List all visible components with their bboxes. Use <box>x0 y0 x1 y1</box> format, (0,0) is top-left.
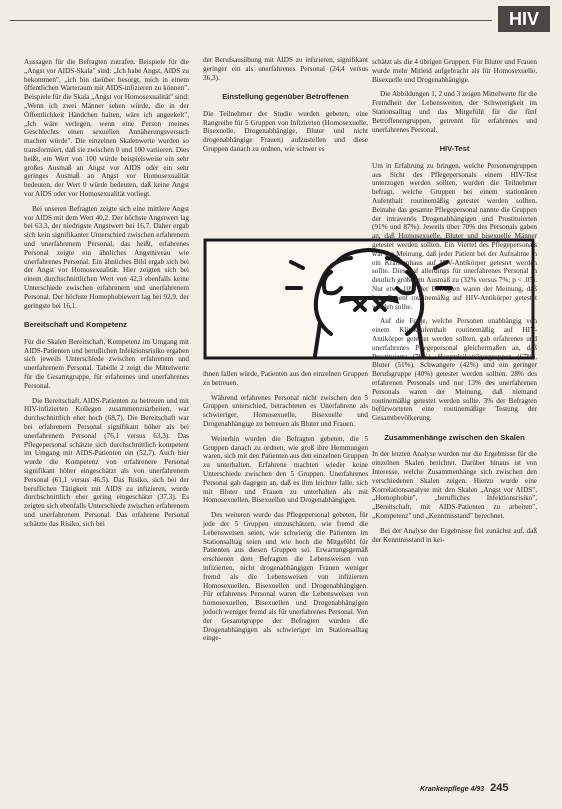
paragraph: Aussagen für die Befragten zutrafen. Beispiele für die „Angst vor AIDS-Skala" sind: „Ich habe Angst, AIDS zu bekommen", „ich bin darüber besorgt, mich in einem öffentlichen Warteraum mit AIDS-infizieren zu können". Beispiele für die Skala „Angst vor Homosexualität" sind: „Wenn ich zwei Männer sehen würde, die in der Öffentlichkeit Händchen halten, wäre ich angeekelt", „Ich wäre verlegen, wenn eine Person meines Geschlechts einen sexuellen Annäherungsversuch machen würde". Die einzelnen Skalenwerte wurden so transformiert, daß sie zwischen 0 und 100 variieren. Dies heißt, ein Wert von 100 würde beispielsweise ein sehr großes Ausmaß an Angst vor AIDS oder ein sehr geringes Ausmaß an Angst vor Homosexualität bedeuten, der Wert 0 würde bedeuten, daß keine Angst vor AIDS oder vor Homosexualität vorliegt. <box>24 58 189 198</box>
paragraph: Bei unseren Befragten zeigte sich eine mittlere Angst vor AIDS mit dem Wert 40,2. Der höchste Angstwert lag bei 63,3, der niedrigste Angstwert bei 16,7. Daher ergab sich kein signifikanter Unterschied zwischen erfahrenem und unerfahrenem Personal, das heißt, erfahrenes Personal zeigte ein ähnliches Angstniveau wie unerfahrenes Personal. Ein ähnliches Bild ergab sich bei der Angst vor Homosexualität. Hier zeigten sich bei einem durchschnittlichen Wert von 42,3 ebenfalls keine Unterschiede zwischen erfahrenem und unerfahrenem Personal. Der höchste Homophobiewert lag bei 92,9, der geringste bei 16,1. <box>24 204 189 310</box>
paragraph: Auf die Frage, welche Personen unabhängig von einem Klinikaufenthalt routinemäßig auf HIV-Antikörper getestet werden sollten, gab erfahrenes und unerfahrenes Pflegepersonal gleichermaßen an, daß Prostituierte (76%), Hauptrisikoträgergruppen (67%), Bluter (51%), Schwangere (42%) und ein geringer Berufsgruppe (40%) getestet werden sollten. 28% des erfahrenen Personals und nur 13% des unerfahrenen Personals waren der Meinung, daß niemand routinemäßig getestet werden sollte. 3% der Befragten befürworteten eine routinemäßige Testung der Gesamtbevölkerung. <box>372 317 537 423</box>
paragraph: Während erfahrenes Personal nicht zwischen den 5 Gruppen unterschied, betrachteten es Unerfahrene als schwieriger, Homosexuelle, Bisexuelle und Drogenabhängige zu betreuen als Bluter und Frauen. <box>203 393 368 428</box>
column-1 <box>24 58 189 535</box>
subheading: Zusammenhänge zwischen den Skalen <box>384 432 525 442</box>
header-rule <box>10 20 492 21</box>
paragraph: Weiterhin wurden die Befragten gebeten, die 5 Gruppen danach zu ordnen, wie groß ihre Hemmungen waren, sich mit den Patienten aus den einzelnen Gruppen zu unterhalten. Erfahrene machten wieder keine Unterschiede zwischen den 5 Gruppen. Unerfahrenes Personal gab dagegen an, daß es ihm leichter falle, sich mit Bluter und Frauen zu unterhalten als mit Homosexuellen, Bisexuellen und Drogenabhängigen. <box>203 434 368 505</box>
magazine-name: Krankenpflege 4/93 <box>420 786 485 793</box>
paragraph: Bei der Analyse der Ergebnisse fiel zunächst auf, daß der Kenntnisstand in kei- <box>372 526 537 544</box>
subheading: HIV-Test <box>439 144 470 154</box>
paragraph: Die Teilnehmer der Studie wurden gebeten, eine Rangreihe für 5 Gruppen von Infizierten (Homosexuelle, Bisexuelle, Drogenabhängige, Bluter und nicht drogenabhängige Frauen) aufzustellen und diese Gruppen danach zu ordnen, wie schwer es <box>203 109 368 154</box>
paragraph: schätzt als die 4 übrigen Gruppen. Für Bluter und Frauen wurde mehr Mitleid aufgebracht als für Homosexuelle, Bisexuelle und Drogenabhängige. <box>372 58 537 84</box>
subheading: Einstellung gegenüber Betroffenen <box>222 92 349 102</box>
column-3 <box>372 58 537 550</box>
column-2-continued <box>203 370 368 649</box>
paragraph: Die Abbildungen 1, 2 und 3 zeigen Mittelwerte für die Fremdheit der Lebensweiten, der Schwierigkeit im Stationsalltag und das Mitgefühl für die fünf Betroffenengruppen, getrennt für erfahrenes und unerfahrenes Personal. <box>372 90 537 134</box>
paragraph: Des weiteren wurde das Pflegepersonal gebeten, für jede der 5 Gruppen einzuschätzen, wie fremd die Lebensweisen seien, wie schwierig die Patienten im Stationsalltag seien und wie hoch die Mitgefühl für Patienten aus diesen Gruppen sei. Erwartungsgemäß erschienen dem Befragten die Lebensweisen von infizierten, nicht drogenabhängigen Frauen weniger fremd als die Lebensweisen von infizierten Homosexuellen, Bisexuellen und Drogenabhängigen. Für erfahrenes Personal waren die Lebensweisen von homosexuellen, Bisexuellen und Drogenabhängigen jedoch weniger fremd als für unerfahrenes Personal. Von der Gesamtgruppe der Befragten wurden die Drogenabhängigen als schwieriger im Stationsalltag einge- <box>203 511 368 643</box>
paragraph: ihnen fallen würde, Patienten aus den einzelnen Gruppen zu betreuen. <box>203 370 368 387</box>
section-tab: HIV <box>498 6 550 32</box>
paragraph: Um in Erfahrung zu bringen, welche Personengruppen aus Sicht des Pflegepersonals einem HIV-Test unterzogen werden sollten, wurden die Teilnehmer befragt, welche Gruppen bei einem stationären Aufenthalt routinemäßig getestet werden sollten. Beinahe das gesamte Pflegepersonal nannte die Gruppen der intravenös Drogenabhängigen und Prostituierten (91% und 87%). Jeweils über 70% des Personals gaben an, daß Homosexuelle, Bluter und bisexuelle Männer getestet werden sollten. Ein Viertel des Pflegepersonals war der Meinung, daß jeder Patient bei der Aufnahme in ein Krankenhaus auf HIV-Antikörper getestet werden sollte. Dies traf allerdings für unerfahrenes Personal in deutlich größerem Ausmaß zu (32% versus 7%; p < .05). Nur etwa 10% der Befragten waren der Meinung, daß kein Patient routinemäßig auf HIV-Antikörper getestet werden sollte. <box>372 161 537 311</box>
column-2 <box>203 56 368 160</box>
subheading: Bereitschaft und Kompetenz <box>24 320 127 330</box>
page-footer <box>420 782 540 794</box>
paragraph: In der letzten Analyse wurden nur die Ergebnisse für die einzelnen Skalen berichtet. Darüber hinaus ist von Interesse, welche Zusammenhänge sich zwischen den verschiedenen Skalen zeigen. Hierzu wurde eine Korrelationsanalyse mit den Skalen „Angst vor AIDS", „Homophobie", „berufliches Infektionsrisiko", „Bereitschaft, mit AIDS-Patienten zu arbeiten", „Kompetenz" und „Kenntnisstand" berechnet. <box>372 450 537 521</box>
paragraph: Für die Skalen Bereitschaft, Kompetenz im Umgang mit AIDS-Patienten und beruflichen Infektionsrisiko ergaben sich jeweils Unterschiede zwischen erfahrenem und unerfahrenem Personal. Tabelle 2 zeigt die Mittelwerte für die Gesamtgruppe, für erfahrenes und unerfahrenes Personal. <box>24 337 189 390</box>
paragraph: Die Bereitschaft, AIDS-Patienten zu betreuen und mit HIV-infizierten Kollegen zusammenzuarbeiten, war durchschnittlich eher hoch (68,7). Die Bereitschaft war bei erfahrenem Personal signifikant höher als bei unerfahrenem Personal (76,1 versus 63,3). Das Pflegepersonal schätzte sich durchschnittlich kompetent im Umgang mit AIDS-Patienten ein (52,7). Auch hier wurde die Kompetenz von erfahrenere Personal signifikant höher eingeschätzt als von unerfahrenem Personal (61,1 versus 46,5). Das Risiko, sich bei der beruflichen Tätigkeit mit AIDS zu infizieren, wurde durchschnittlich eher gering eingeschätzt (37,3). Es zeigten sich ebenfalls Unterschiede zwischen erfahrenem und unerfahrenem Personal. Das erfahrene Personal schätzte das Risiko, sich bei <box>24 396 189 528</box>
paragraph: der Berufsausübung mit AIDS zu infizieren, signifikant geringer ein als unerfahrenes Personal (24,4 versus 36,3). <box>203 56 368 82</box>
page-number: 245 <box>490 782 509 794</box>
